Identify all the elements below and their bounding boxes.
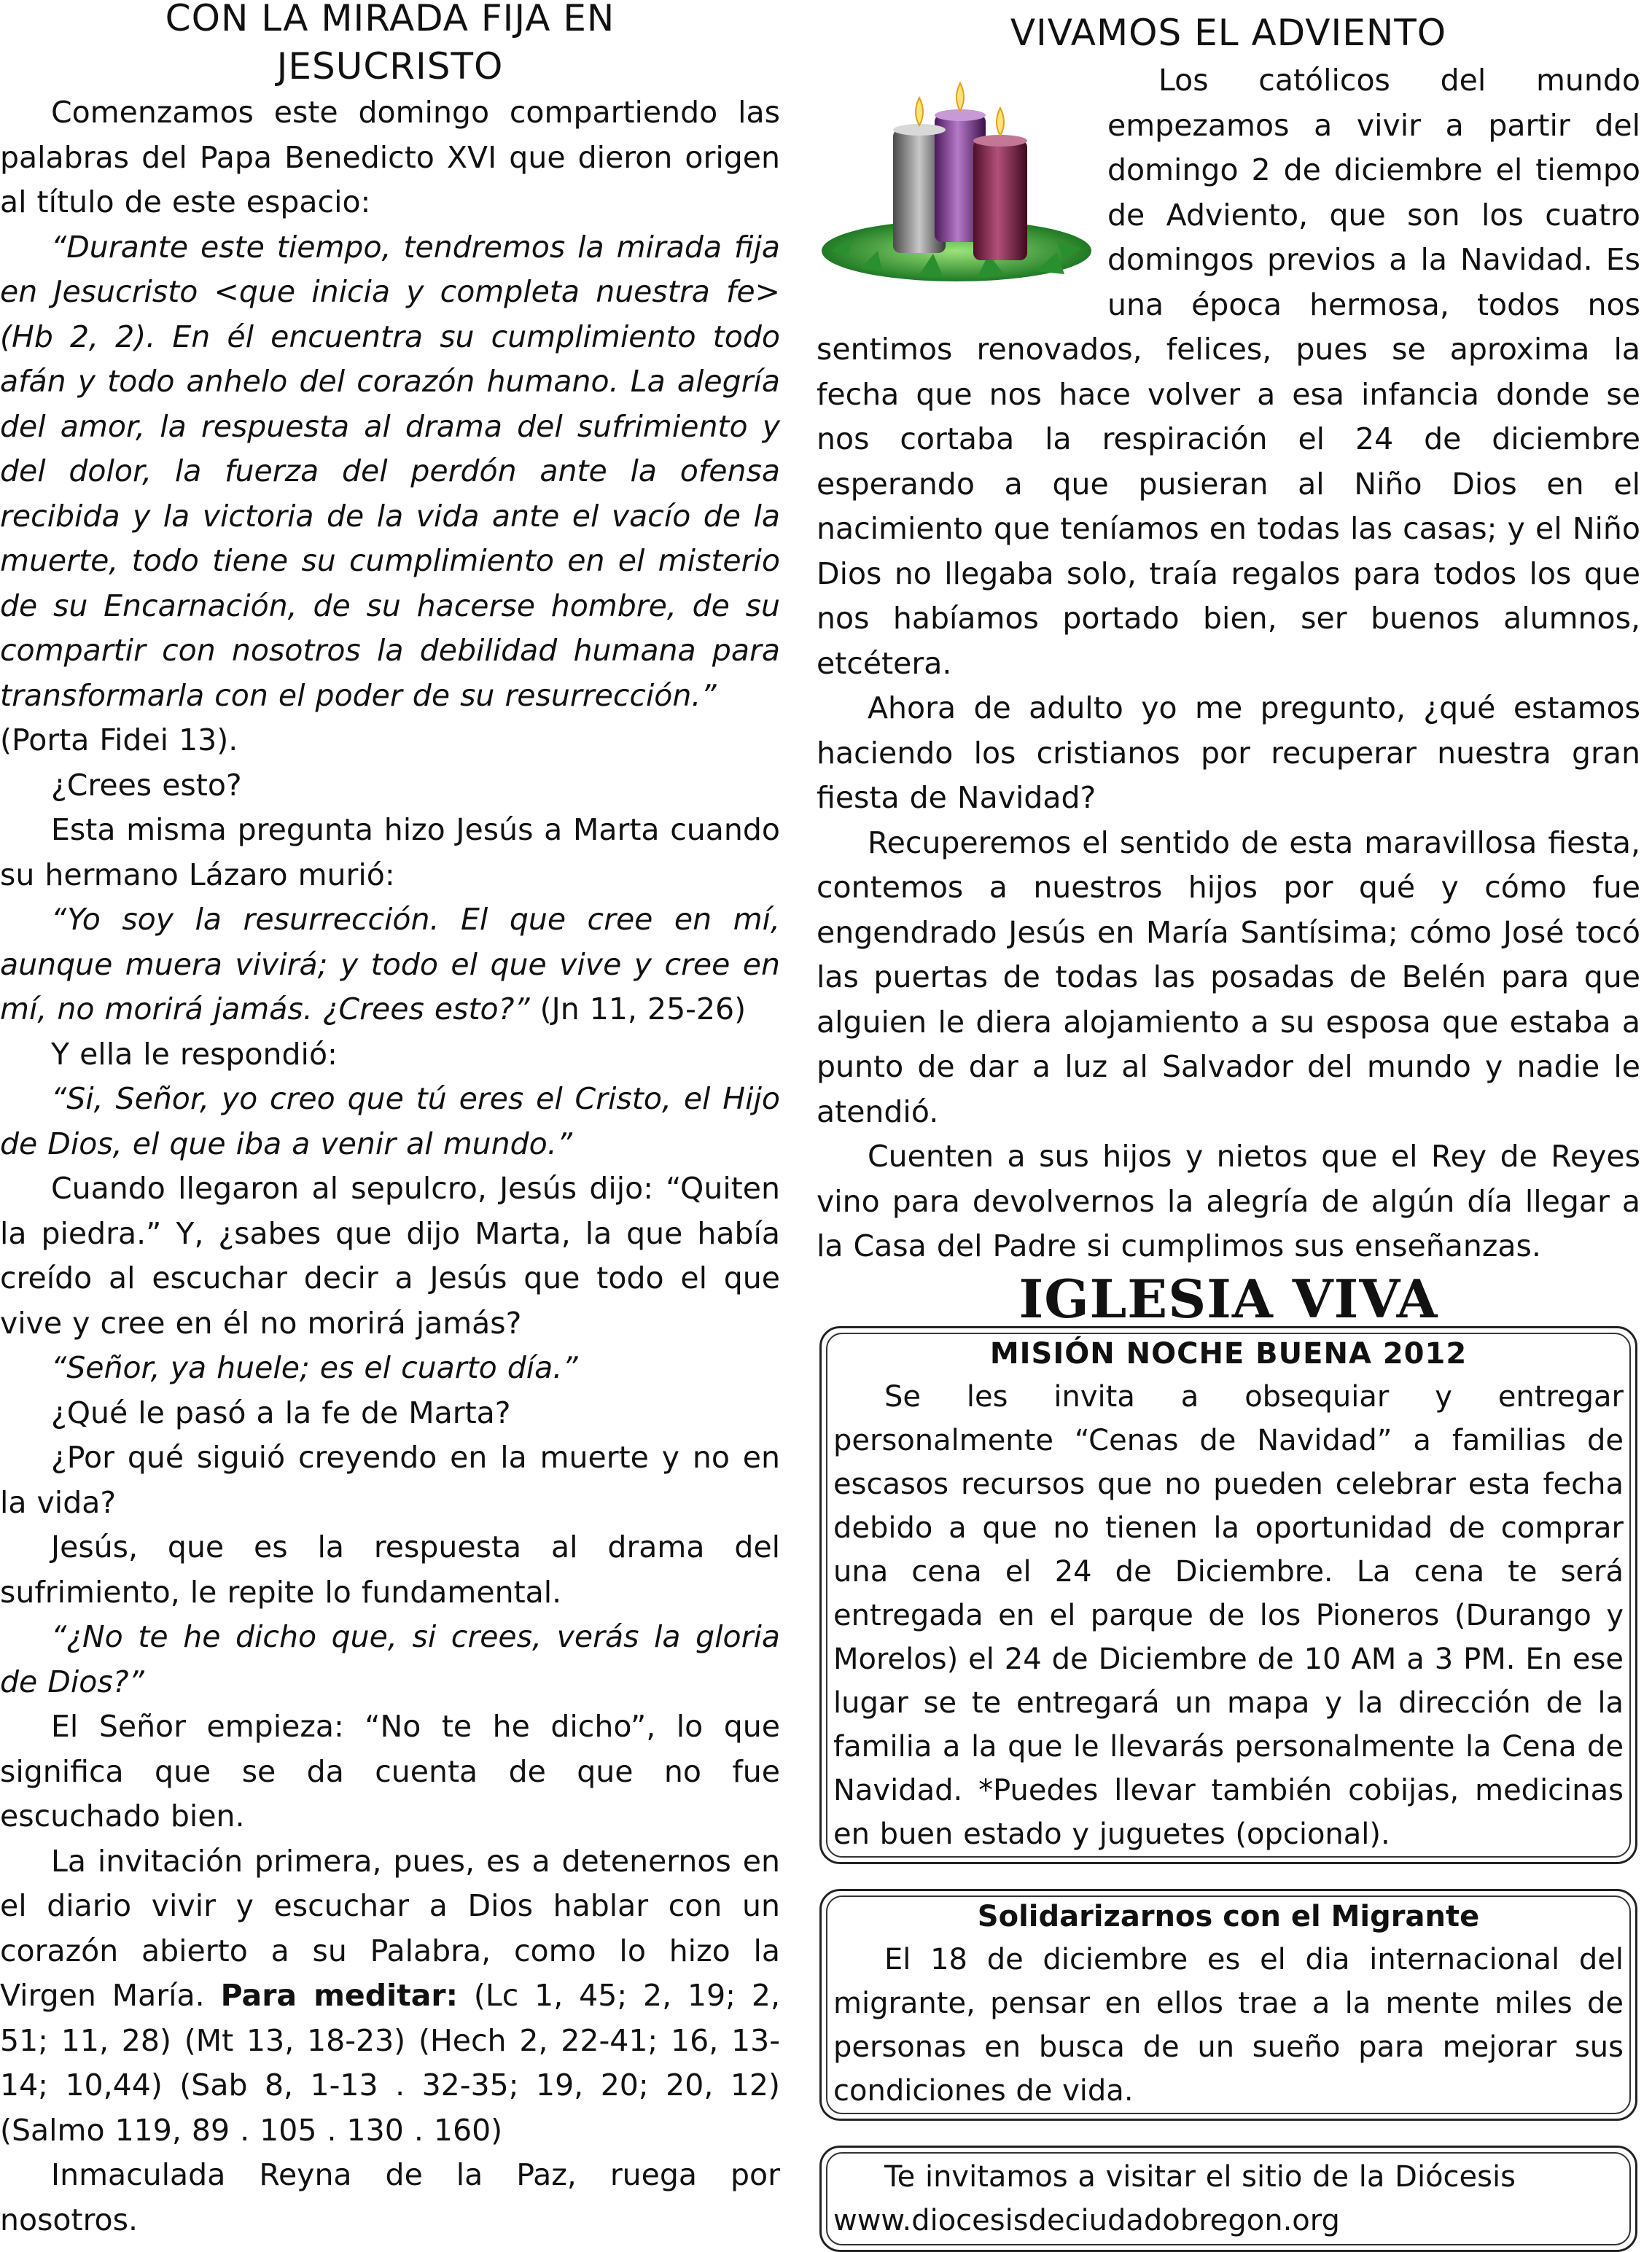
paragraph: Cuando llegaron al sepulcro, Jesús dijo: “Quiten la piedra.” Y, ¿sabes que dijo Marta, la que había creído al escuchar decir a Jesús que todo el que vive y cree en él no morirá jamás? bbox=[0, 1171, 780, 1341]
quote-paragraph: “Si, Señor, yo creo que tú eres el Cristo, el Hijo de Dios, el que iba a venir al mundo.” bbox=[0, 1081, 780, 1161]
right-column bbox=[817, 0, 1640, 2252]
meditation-paragraph bbox=[0, 1839, 780, 2154]
paragraph: Esta misma pregunta hizo Jesús a Marta cuando su hermano Lázaro murió: bbox=[0, 812, 780, 892]
left-column bbox=[0, 0, 780, 2243]
quote-text: “Durante este tiempo, tendremos la mirada fija en Jesucristo <que inicia y completa nuestra fe> (Hb 2, 2). En él encuentra su cumplimiento todo afán y todo anhelo del corazón humano. La alegría del amor, la respuesta al drama del sufrimiento y del dolor, la fuerza del perdón ante la ofensa recibida y la victoria de la vida ante el vacío de la muerte, todo tiene su cumplimiento en el misterio de su Encarnación, de su hacerse hombre, de su compartir con nosotros la debilidad humana para transformarla con el poder de su resurrección.” bbox=[0, 229, 780, 713]
advent-candles-icon bbox=[817, 60, 1097, 286]
quote-reference: (Jn 11, 25-26) bbox=[529, 991, 747, 1026]
paragraph: Comenzamos este domingo compartiendo las palabras del Papa Benedicto XVI que dieron origen al título de este espacio: bbox=[0, 95, 780, 219]
paragraph: Recuperemos el sentido de esta maravillosa fiesta, contemos a nuestros hijos por qué y cómo fue engendrado Jesús en María Santísima; cómo José tocó las puertas de todas las posadas de Belén para que alguien le diera alojamiento a su esposa que estaba a punto de dar a luz al Salvador del mundo y nadie le atendió. bbox=[817, 825, 1640, 1129]
quote-paragraph: “¿No te he dicho que, si crees, verás la gloria de Dios?” bbox=[0, 1619, 780, 1699]
iglesia-viva-heading: IGLESIA VIVA bbox=[1018, 1267, 1438, 1330]
paragraph: Ahora de adulto yo me pregunto, ¿qué estamos haciendo los cristianos por recuperar nuestra gran fiesta de Navidad? bbox=[817, 690, 1640, 815]
closing-prayer: Inmaculada Reyna de la Paz, ruega por nosotros. bbox=[0, 2157, 780, 2237]
quote-paragraph bbox=[0, 897, 780, 1032]
box-title: MISIÓN NOCHE BUENA 2012 bbox=[989, 1336, 1468, 1371]
meditation-references: (Lc 1, 45; 2, 19; 2, 51; 11, 28) (Mt 13, 18-23) (Hech 2, 22-41; 16, 13-14; 10,44) (Sab 8, 1-13 . 32-35; 19, 20; 20, 12) (Salmo 119, 89 . 105 . 130 . 160) bbox=[0, 1978, 780, 2148]
paragraph-text: La invitación primera, pues, es a detenernos en el diario vivir y escuchar a Dios hablar con un corazón abierto a su Palabra, como lo hizo la Virgen María. bbox=[0, 1843, 780, 2013]
paragraph: ¿Crees esto? bbox=[51, 767, 242, 803]
article-title bbox=[0, 0, 780, 90]
box-text: Te invitamos a visitar el sitio de la Diócesis bbox=[884, 2159, 1516, 2194]
box-title: Solidarizarnos con el Migrante bbox=[977, 1899, 1480, 1933]
quote-text: “Yo soy la resurrección. El que cree en mí, aunque muera vivirá; y todo el que vive y cree en mí, no morirá jamás. ¿Crees esto?” bbox=[0, 902, 780, 1026]
diocesis-website-box bbox=[819, 2146, 1637, 2252]
quote-paragraph bbox=[0, 225, 780, 763]
advent-article bbox=[817, 58, 1640, 686]
paragraph: El Señor empieza: “No te he dicho”, lo que significa que se da cuenta de que no fue escuchado bien. bbox=[0, 1709, 780, 1834]
meditation-label: Para meditar: bbox=[220, 1978, 459, 2013]
advent-title: VIVAMOS EL ADVIENTO bbox=[1010, 12, 1447, 54]
paragraph: Cuenten a sus hijos y nietos que el Rey de Reyes vino para devolvernos la alegría de algún día llegar a la Casa del Padre si cumplimos sus enseñanzas. bbox=[817, 1139, 1640, 1263]
website-link[interactable]: www.diocesisdeciudadobregon.org bbox=[833, 2203, 1340, 2237]
quote-paragraph: “Señor, ya huele; es el cuarto día.” bbox=[51, 1350, 578, 1385]
mision-noche-buena-box bbox=[819, 1326, 1637, 1864]
paragraph: Y ella le respondió: bbox=[51, 1036, 338, 1072]
title-line-1: CON LA MIRADA FIJA EN bbox=[165, 0, 615, 39]
quote-reference: (Porta Fidei 13). bbox=[0, 722, 238, 757]
paragraph: ¿Qué le pasó a la fe de Marta? bbox=[51, 1395, 511, 1430]
box-text: El 18 de diciembre es el dia internacional del migrante, pensar en ellos trae a la mente miles de personas en busca de un sueño para mejorar sus condiciones de vida. bbox=[833, 1942, 1624, 2108]
paragraph: ¿Por qué siguió creyendo en la muerte y no en la vida? bbox=[0, 1440, 780, 1520]
box-text: Se les invita a obsequiar y entregar personalmente “Cenas de Navidad” a familias de escasos recursos que no pueden celebrar esta fecha debido a que no tienen la oportunidad de comprar una cena el 24 de Diciembre. La cena te será entregada en el parque de los Pioneros (Durango y Morelos) el 24 de Diciembre de 10 AM a 3 PM. En ese lugar se te entregará un mapa y la dirección de la familia a la que le llevarás personalmente la Cena de Navidad. *Puedes llevar también cobijas, medicinas en buen estado y juguetes (opcional). bbox=[833, 1379, 1624, 1851]
migrante-box bbox=[819, 1889, 1637, 2121]
advent-paragraph: Los católicos del mundo empezamos a vivir a partir del domingo 2 de diciembre el tiempo de Adviento, que son los cuatro domingos previos a la Navidad. Es una época hermosa, todos nos sentimos renovados, felices, pues se aproxima la fecha que nos hace volver a esa infancia donde se nos cortaba la respiración el 24 de diciembre esperando a que pusieran al Niño Dios en el nacimiento que teníamos en todas las casas; y el Niño Dios no llegaba solo, traía regalos para todos los que nos habíamos portado bien, ser buenos alumnos, etcétera. bbox=[817, 63, 1640, 681]
title-line-2: JESUCRISTO bbox=[276, 45, 504, 87]
paragraph: Jesús, que es la respuesta al drama del sufrimiento, le repite lo fundamental. bbox=[0, 1530, 780, 1610]
